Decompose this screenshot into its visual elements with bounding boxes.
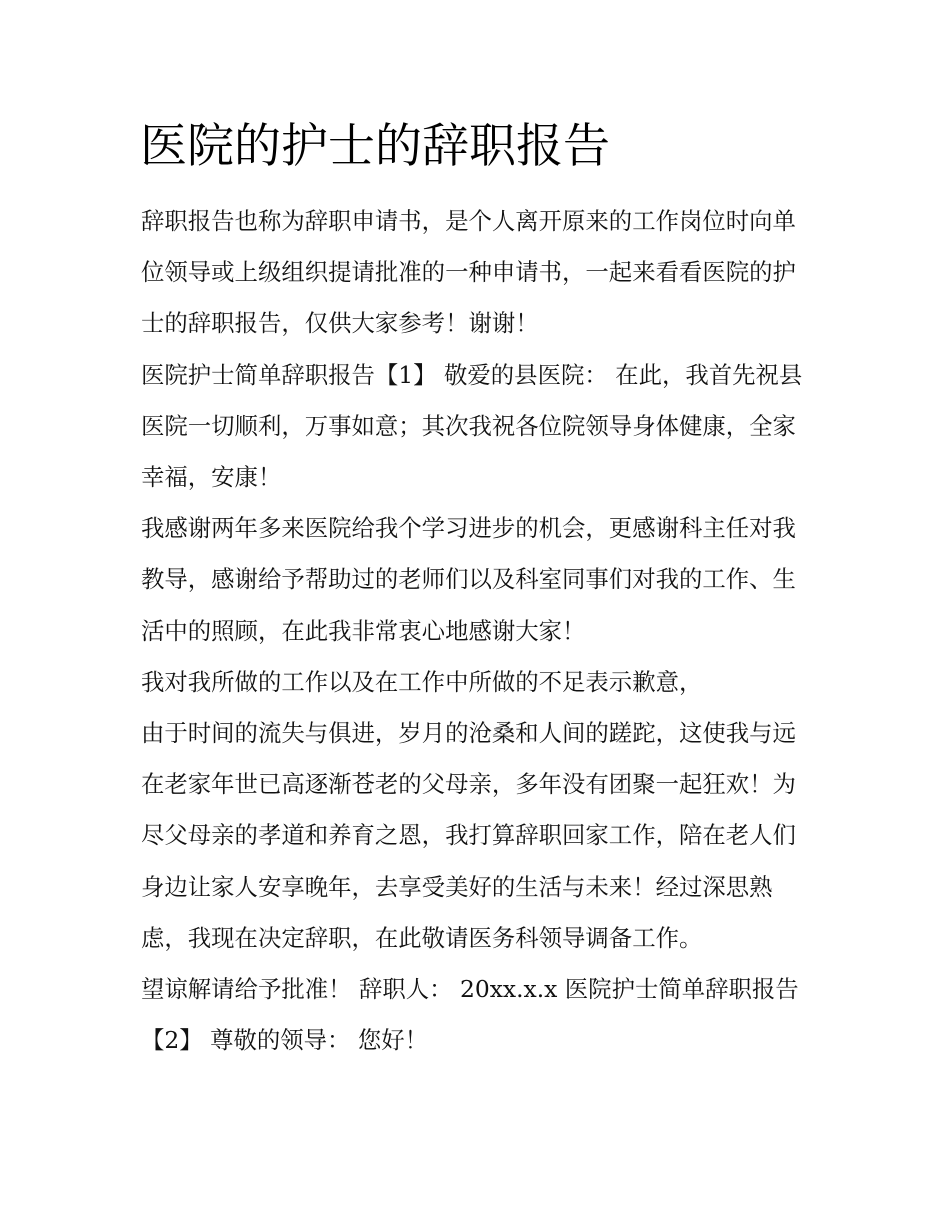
document-body — [141, 196, 813, 1066]
paragraph-apology: 我对我所做的工作以及在工作中所做的不足表示歉意， — [141, 667, 703, 696]
paragraph-reason: 由于时间的流失与俱进，岁月的沧桑和人间的蹉跎，这使我与远在老家年世已高逐渐苍老的父母亲，多年没有团聚一起狂欢！为尽父母亲的孝道和养育之恩，我打算辞职回家工作，陪在老人们身边让家人安享晚年，去享受美好的生活与未来！经过深思熟虑，我现在决定辞职，在此敬请医务科领导调备工作。 — [141, 719, 796, 952]
paragraph-closing: 望谅解请给予批准！ 辞职人： 20xx.x.x 医院护士简单辞职报告【2】 尊敬的领导： 您好！ — [141, 975, 799, 1055]
document-title: 医院的护士的辞职报告 — [140, 119, 610, 174]
paragraph-intro: 辞职报告也称为辞职申请书，是个人离开原来的工作岗位时向单位领导或上级组织提请批准的一种申请书，一起来看看医院的护士的辞职报告，仅供大家参考！谢谢！ — [141, 207, 796, 338]
paragraph-thanks: 我感谢两年多来医院给我个学习进步的机会，更感谢科主任对我教导，感谢给予帮助过的老师们以及科室同事们对我的工作、生活中的照顾，在此我非常衷心地感谢大家！ — [141, 514, 796, 645]
paragraph-report-1-greeting: 医院护士简单辞职报告【1】 敬爱的县医院： 在此，我首先祝县医院一切顺利，万事如意；其次我祝各位院领导身体健康，全家幸福，安康！ — [141, 360, 803, 492]
